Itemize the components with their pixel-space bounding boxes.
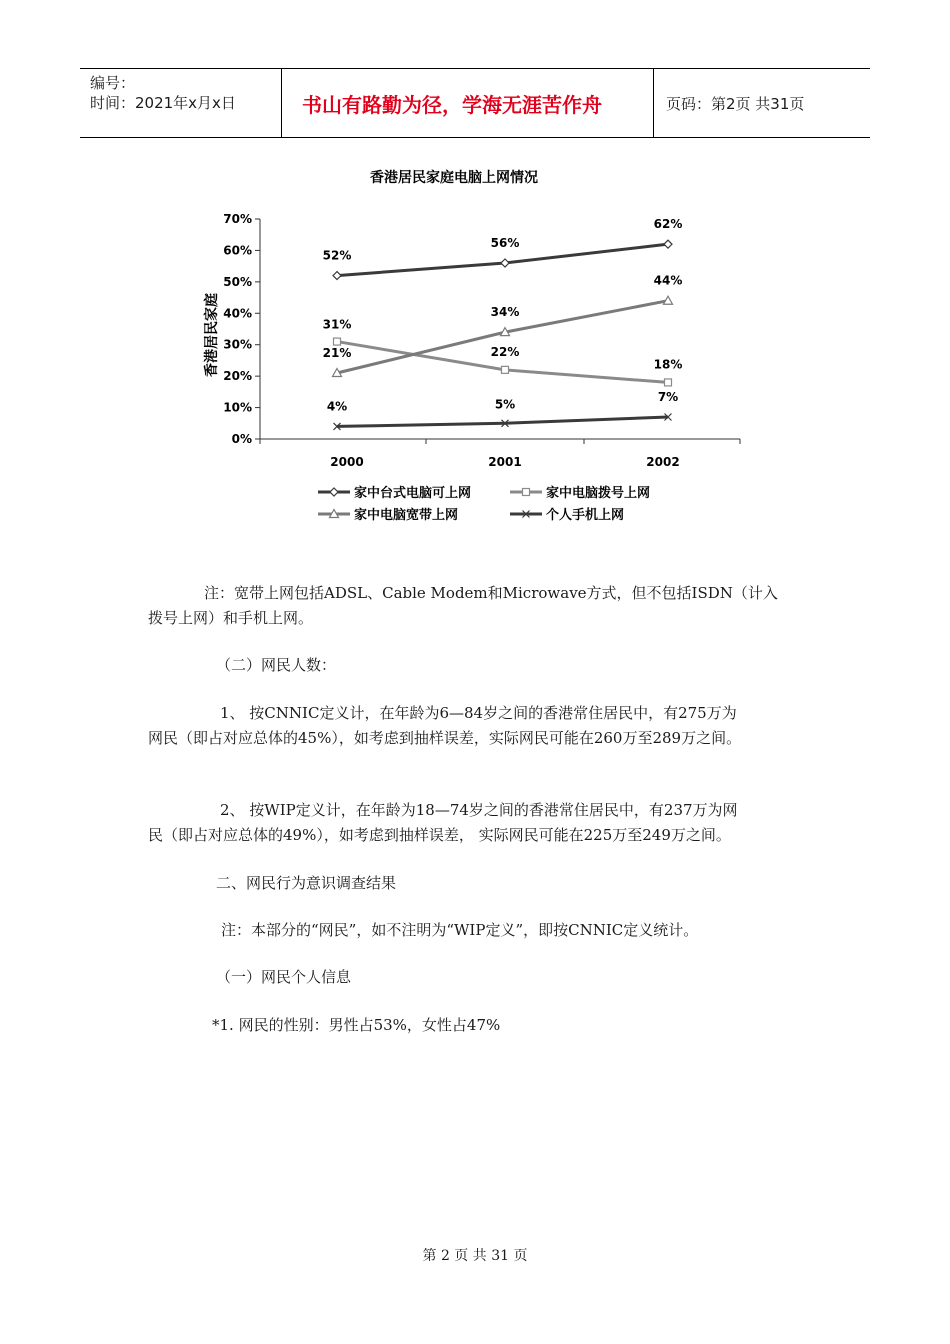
series-diamond: [323, 217, 683, 279]
x-axis: [260, 439, 740, 469]
x-tick-label: 2001: [488, 455, 522, 469]
page-footer: 第 2 页 共 31 页: [422, 1248, 528, 1264]
y-tick-label: 20%: [223, 369, 252, 384]
legend-label: 家中电脑宽带上网: [354, 508, 459, 523]
note-broadband-line2: 拨号上网）和手机上网。: [148, 609, 314, 627]
legend-marker: [330, 488, 338, 496]
y-tick-label: 60%: [223, 243, 252, 258]
header-motto: 书山有路勤为径，学海无涯苦作舟: [282, 69, 654, 137]
y-tick-label: 10%: [223, 400, 252, 415]
section-personal-info: （一）网民个人信息: [216, 968, 352, 986]
data-label: 7%: [657, 390, 679, 404]
legend-label: 个人手机上网: [546, 508, 625, 523]
note-broadband-line1: 注：宽带上网包括ADSL、Cable Modem和Microwave方式，但不包括ISDN（计入: [204, 584, 778, 602]
legend-entry: [510, 507, 624, 523]
data-label: 21%: [322, 346, 352, 360]
data-label: 22%: [490, 344, 520, 359]
legend: [318, 485, 650, 523]
legend-label: 家中电脑拨号上网: [546, 486, 651, 501]
data-label: 34%: [490, 305, 520, 320]
data-label: 4%: [326, 399, 348, 414]
y-tick-label: 70%: [223, 212, 252, 226]
header-meta: [80, 69, 282, 137]
line-chart: [190, 160, 780, 535]
series-square: [323, 318, 683, 386]
x-tick-label: 2000: [330, 455, 364, 469]
note-definition: 注：本部分的“网民”，如不注明为“WIP定义”，即按CNNIC定义统计。: [221, 921, 699, 939]
legend-label: 家中台式电脑可上网: [354, 486, 472, 501]
y-tick-label: 40%: [223, 306, 252, 321]
item2-line1: 2、 按WIP定义计，在年龄为18—74岁之间的香港常住居民中，有237万为网: [220, 801, 738, 819]
section-user-count: （二）网民人数：: [216, 656, 337, 674]
series-triangle: [323, 274, 683, 377]
data-label: 56%: [490, 236, 520, 250]
legend-entry: [318, 485, 471, 501]
document-header: [80, 68, 870, 138]
data-label: 52%: [322, 248, 352, 263]
chart-title: 香港居民家庭电脑上网情况: [370, 170, 538, 186]
gender-stat: *1. 网民的性别：男性占53%，女性占47%: [212, 1016, 501, 1034]
data-label: 31%: [322, 317, 352, 332]
y-tick-label: 0%: [231, 432, 252, 446]
chart-canvas: [190, 160, 780, 535]
item1-line2: 网民（即占对应总体的45%），如考虑到抽样误差，实际网民可能在260万至289万之间。: [148, 729, 742, 747]
data-point: [333, 272, 341, 280]
x-tick-label: 2002: [646, 455, 680, 469]
legend-marker: [523, 489, 530, 496]
data-label: 62%: [653, 217, 683, 232]
chart-ylabel: 香港居民家庭: [204, 293, 220, 377]
doc-time-label: 时间：2021年x月x日: [90, 94, 236, 112]
series-x: [327, 390, 678, 430]
legend-entry: [318, 507, 458, 523]
data-point: [501, 259, 509, 267]
data-point: [334, 338, 341, 345]
data-point: [665, 379, 672, 386]
data-point: [664, 240, 672, 248]
item2-line2: 民（即占对应总体的49%），如考虑到抽样误差， 实际网民可能在225万至249万之间。: [148, 826, 731, 844]
data-label: 44%: [653, 273, 683, 288]
y-tick-label: 30%: [223, 337, 252, 352]
section-behavior: 二、网民行为意识调查结果: [216, 874, 397, 892]
y-tick-label: 50%: [223, 274, 252, 289]
doc-number-label: 编号：: [90, 74, 136, 92]
data-label: 18%: [653, 357, 683, 372]
legend-entry: [510, 485, 650, 501]
series: [323, 217, 683, 430]
data-point: [502, 366, 509, 373]
header-page-info: 页码：第2页 共31页: [666, 94, 805, 113]
y-axis: [223, 212, 260, 446]
item1-line1: 1、 按CNNIC定义计，在年龄为6—84岁之间的香港常住居民中，有275万为: [220, 704, 737, 722]
data-label: 5%: [494, 397, 516, 412]
